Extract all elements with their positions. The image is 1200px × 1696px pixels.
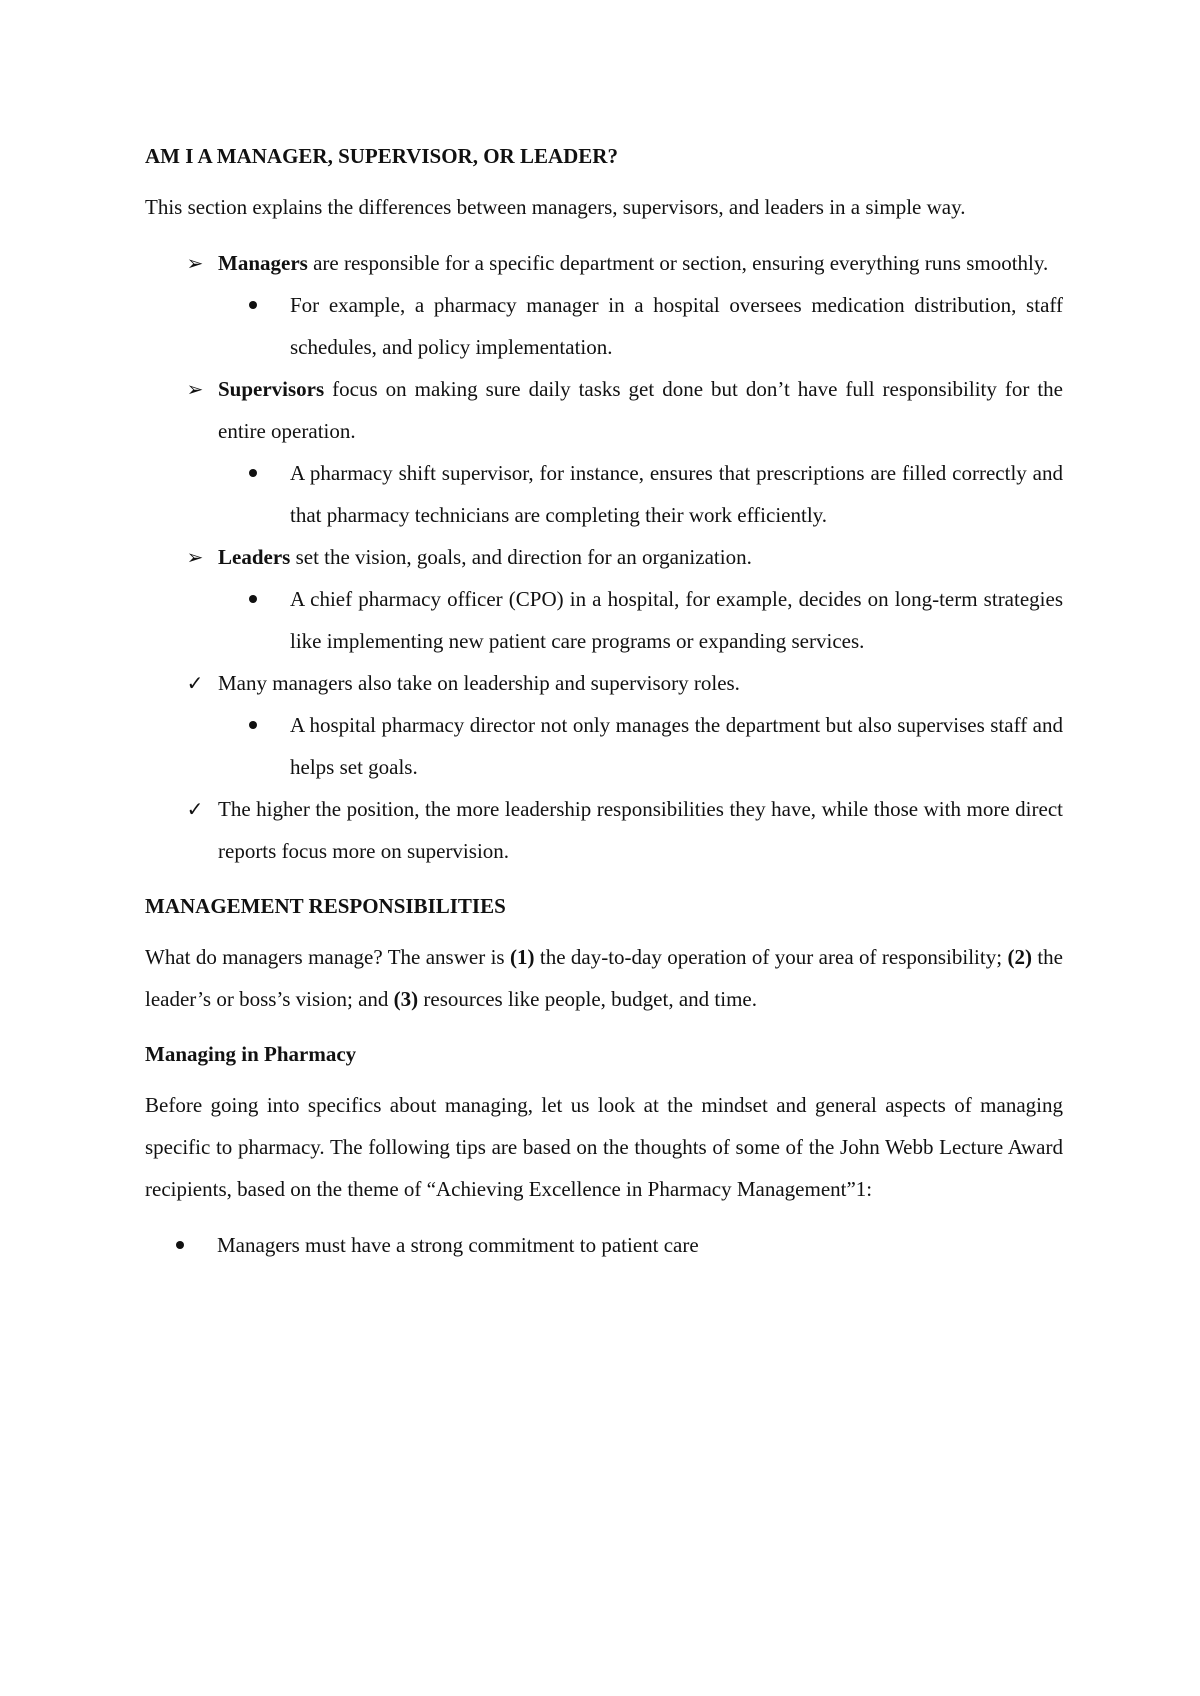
item-text: are responsible for a specific department or section, ensuring everything runs smoothly.	[307, 251, 1049, 275]
sub-list-item	[218, 452, 1063, 536]
management-responsibilities-paragraph	[145, 936, 1063, 1020]
round-bullet-icon	[249, 469, 257, 477]
list-item-higher-position	[145, 788, 1063, 872]
list-item	[145, 1224, 1063, 1266]
sub-item-text: For example, a pharmacy manager in a hospital oversees medication distribution, staff schedules, and policy implementation.	[290, 293, 1063, 359]
term-leaders: Leaders	[218, 545, 291, 569]
item-text: Many managers also take on leadership and supervisory roles.	[218, 671, 740, 695]
item-text: The higher the position, the more leadership responsibilities they have, while those with more direct reports focus more on supervision.	[218, 797, 1063, 863]
managing-in-pharmacy-paragraph: Before going into specifics about managing, let us look at the mindset and general aspects of managing specific to pharmacy. The following tips are based on the thoughts of some of the John Webb Lecture Award recipients, based on the theme of “Achieving Excellence in Pharmacy Management”1:	[145, 1093, 1063, 1201]
sub-list-item	[218, 578, 1063, 662]
text-span: resources like people, budget, and time.	[418, 987, 757, 1011]
sub-list	[218, 284, 1063, 368]
checkmark-bullet-icon: ✓	[186, 671, 204, 695]
roles-list	[145, 242, 1063, 872]
text-span: the day-to-day operation of your area of responsibility;	[534, 945, 1008, 969]
item-text: focus on making sure daily tasks get done but don’t have full responsibility for the entire operation.	[218, 377, 1063, 443]
round-bullet-icon	[249, 721, 257, 729]
number-3: (3)	[393, 987, 419, 1011]
list-item-supervisors	[145, 368, 1063, 536]
checkmark-bullet-icon: ✓	[186, 797, 204, 821]
section-heading-roles: AM I A MANAGER, SUPERVISOR, OR LEADER?	[145, 144, 618, 168]
arrowhead-bullet-icon: ➢	[186, 377, 204, 401]
round-bullet-icon	[249, 301, 257, 309]
sub-item-text: A chief pharmacy officer (CPO) in a hospital, for example, decides on long-term strategies like implementing new patient care programs or expanding services.	[290, 587, 1063, 653]
sub-list-item	[218, 284, 1063, 368]
sub-item-text: A pharmacy shift supervisor, for instance, ensures that prescriptions are filled correctly and that pharmacy technicians are completing their work efficiently.	[290, 461, 1063, 527]
tip-text: Managers must have a strong commitment to patient care	[217, 1233, 699, 1257]
arrowhead-bullet-icon: ➢	[186, 545, 204, 569]
sub-list	[218, 578, 1063, 662]
list-item-leaders	[145, 536, 1063, 662]
text-span: the leader’s or boss’s vision; and	[145, 945, 1063, 1011]
list-item-managers	[145, 242, 1063, 368]
text-span: What do managers manage? The answer is	[145, 945, 510, 969]
tips-list	[145, 1224, 1063, 1266]
sub-list	[218, 452, 1063, 536]
sub-list	[218, 704, 1063, 788]
term-managers: Managers	[218, 251, 308, 275]
number-2: (2)	[1007, 945, 1032, 969]
term-supervisors: Supervisors	[218, 377, 325, 401]
round-bullet-icon	[249, 595, 257, 603]
sub-list-item	[218, 704, 1063, 788]
arrowhead-bullet-icon: ➢	[186, 251, 204, 275]
item-text: set the vision, goals, and direction for an organization.	[290, 545, 752, 569]
round-bullet-icon	[176, 1241, 184, 1249]
sub-item-text: A hospital pharmacy director not only manages the department but also supervises staff and helps set goals.	[290, 713, 1063, 779]
intro-paragraph: This section explains the differences between managers, supervisors, and leaders in a simple way.	[145, 195, 966, 219]
section-heading-management-responsibilities: MANAGEMENT RESPONSIBILITIES	[145, 894, 506, 918]
number-1: (1)	[509, 945, 535, 969]
subheading-managing-in-pharmacy: Managing in Pharmacy	[145, 1042, 357, 1066]
list-item-many-managers	[145, 662, 1063, 788]
